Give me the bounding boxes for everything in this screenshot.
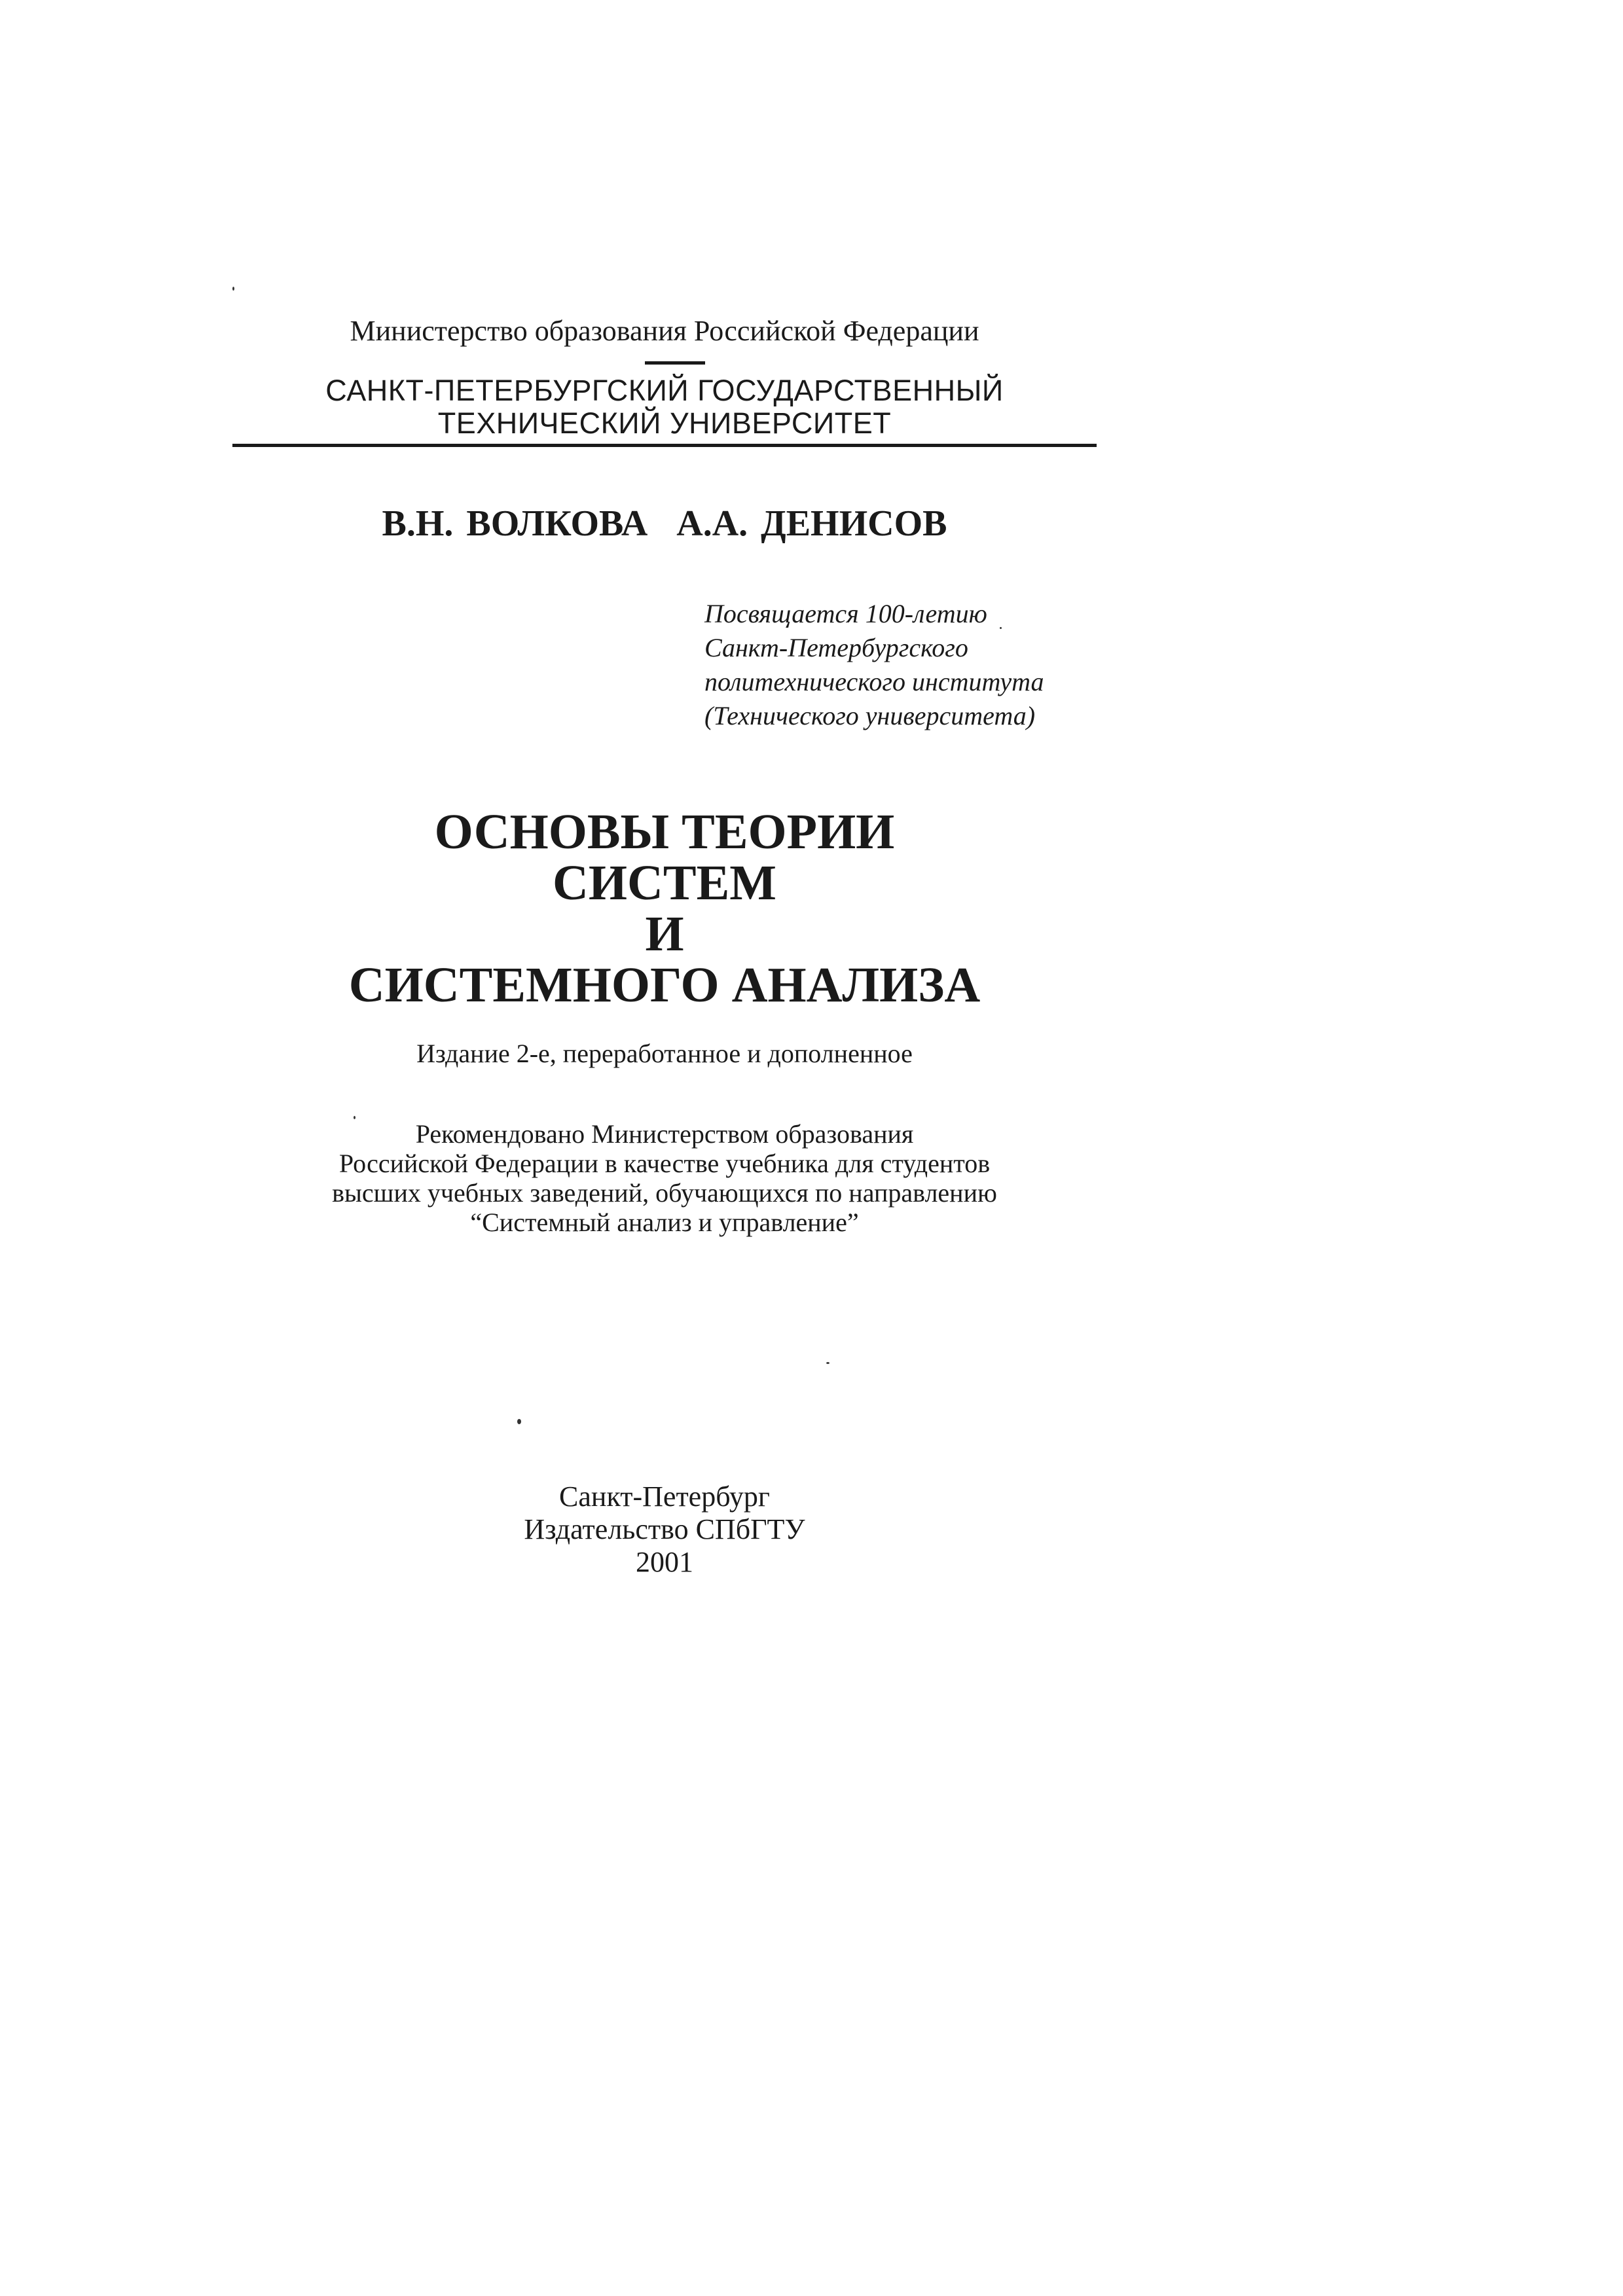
recommendation-line-2: Российской Федерации в качестве учебника для студентов [338,1149,991,1178]
dedication-line-4: (Технического университета) [704,701,1036,730]
dedication-line-1: Посвящается 100-летию [704,599,987,628]
scan-speck [232,287,234,291]
authors [232,501,1097,547]
university-name-line-1: САНКТ-ПЕТЕРБУРГСКИЙ ГОСУДАРСТВЕННЫЙ [325,374,1004,407]
header-divider [232,444,1097,447]
short-divider [645,361,705,365]
recommendation-line-4: “Системный анализ и управление” [470,1208,859,1237]
author-volkova: В.Н. ВОЛКОВА [382,503,648,544]
scan-speck [826,1362,830,1364]
book-title-line-3: И [645,906,684,961]
imprint [232,1480,1097,1579]
author-denisov: А.А. ДЕНИСОВ [676,503,947,544]
university-name [232,374,1097,440]
recommendation [232,1119,1097,1237]
scan-speck [517,1419,521,1424]
dedication [704,597,1071,733]
book-title-line-2: СИСТЕМ [553,855,776,910]
recommendation-line-1: Рекомендовано Министерством образования [415,1119,914,1149]
imprint-publisher: Издательство СПбГТУ [524,1513,805,1545]
dedication-line-3: политехнического института [704,667,1044,696]
scan-speck [1000,627,1002,629]
book-title [232,806,1097,1011]
dedication-line-2: Санкт-Петербургского [704,633,968,662]
recommendation-line-3: высших учебных заведений, обучающихся по направлению [332,1178,997,1208]
ministry-line: Министерство образования Российской Федерации [350,315,979,347]
book-title-line-4: СИСТЕМНОГО АНАЛИЗА [348,958,981,1013]
imprint-year: 2001 [636,1546,693,1578]
imprint-city: Санкт-Петербург [559,1480,770,1513]
scan-speck [354,1116,356,1119]
book-title-line-1: ОСНОВЫ ТЕОРИИ [434,804,895,859]
edition-note: Издание 2-е, переработанное и дополненное [416,1039,913,1068]
university-name-line-2: ТЕХНИЧЕСКИЙ УНИВЕРСИТЕТ [437,406,892,440]
